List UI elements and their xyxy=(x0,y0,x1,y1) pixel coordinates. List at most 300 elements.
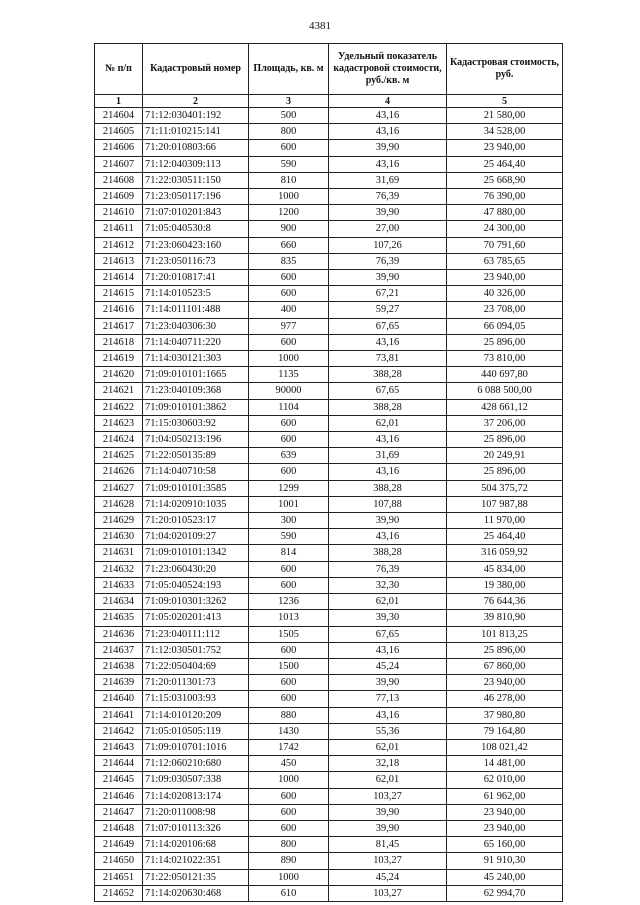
cell-area: 600 xyxy=(249,415,329,431)
cell-unit-value: 76,39 xyxy=(329,561,447,577)
cell-area: 610 xyxy=(249,885,329,901)
cell-unit-value: 76,39 xyxy=(329,253,447,269)
cell-cadastral-value: 20 249,91 xyxy=(447,448,563,464)
cell-row-number: 214612 xyxy=(95,237,143,253)
cell-cadastral-value: 34 528,00 xyxy=(447,124,563,140)
table-row xyxy=(95,642,563,658)
cell-cadastral-value: 6 088 500,00 xyxy=(447,383,563,399)
cell-row-number: 214618 xyxy=(95,334,143,350)
table-row xyxy=(95,464,563,480)
cell-cadastral-number: 71:05:040530:8 xyxy=(143,221,249,237)
cell-unit-value: 76,39 xyxy=(329,189,447,205)
cell-row-number: 214628 xyxy=(95,496,143,512)
header-unit-value: Удельный показатель кадастровой стоимости, руб./кв. м xyxy=(329,44,447,95)
cell-cadastral-number: 71:09:010101:1665 xyxy=(143,367,249,383)
cell-cadastral-value: 25 896,00 xyxy=(447,464,563,480)
cell-cadastral-number: 71:20:010523:17 xyxy=(143,513,249,529)
cell-area: 810 xyxy=(249,172,329,188)
table-row xyxy=(95,853,563,869)
cell-cadastral-value: 62 010,00 xyxy=(447,772,563,788)
cell-cadastral-value: 76 644,36 xyxy=(447,594,563,610)
cell-row-number: 214621 xyxy=(95,383,143,399)
cell-row-number: 214626 xyxy=(95,464,143,480)
cell-area: 450 xyxy=(249,756,329,772)
header-row-number: № п/п xyxy=(95,44,143,95)
cell-row-number: 214616 xyxy=(95,302,143,318)
cell-area: 1236 xyxy=(249,594,329,610)
table-row xyxy=(95,480,563,496)
cell-cadastral-value: 25 464,40 xyxy=(447,529,563,545)
cell-area: 900 xyxy=(249,221,329,237)
cell-unit-value: 39,90 xyxy=(329,140,447,156)
cell-cadastral-number: 71:14:030121:303 xyxy=(143,351,249,367)
cell-cadastral-number: 71:12:030501:752 xyxy=(143,642,249,658)
cell-row-number: 214635 xyxy=(95,610,143,626)
cell-cadastral-value: 46 278,00 xyxy=(447,691,563,707)
cell-area: 600 xyxy=(249,286,329,302)
cell-area: 1505 xyxy=(249,626,329,642)
table-row xyxy=(95,837,563,853)
header-cadastral-number: Кадастровый номер xyxy=(143,44,249,95)
cell-cadastral-value: 316 059,92 xyxy=(447,545,563,561)
cell-unit-value: 67,21 xyxy=(329,286,447,302)
cell-cadastral-value: 25 896,00 xyxy=(447,334,563,350)
cell-cadastral-number: 71:05:040524:193 xyxy=(143,577,249,593)
cell-unit-value: 388,28 xyxy=(329,399,447,415)
cell-unit-value: 73,81 xyxy=(329,351,447,367)
column-number: 3 xyxy=(249,95,329,108)
cell-cadastral-number: 71:22:050135:89 xyxy=(143,448,249,464)
cell-cadastral-value: 37 206,00 xyxy=(447,415,563,431)
table-row xyxy=(95,772,563,788)
cell-area: 835 xyxy=(249,253,329,269)
cell-unit-value: 31,69 xyxy=(329,448,447,464)
table-row xyxy=(95,594,563,610)
cell-area: 1001 xyxy=(249,496,329,512)
cell-row-number: 214650 xyxy=(95,853,143,869)
cell-cadastral-value: 39 810,90 xyxy=(447,610,563,626)
table-row xyxy=(95,156,563,172)
cell-cadastral-value: 25 896,00 xyxy=(447,642,563,658)
cell-cadastral-number: 71:14:040710:58 xyxy=(143,464,249,480)
table-row xyxy=(95,221,563,237)
cell-cadastral-number: 71:12:040309:113 xyxy=(143,156,249,172)
cell-cadastral-number: 71:14:040711:220 xyxy=(143,334,249,350)
cell-row-number: 214648 xyxy=(95,820,143,836)
cell-unit-value: 77,13 xyxy=(329,691,447,707)
cell-area: 600 xyxy=(249,577,329,593)
cell-cadastral-number: 71:23:050116:73 xyxy=(143,253,249,269)
cell-row-number: 214638 xyxy=(95,658,143,674)
cell-cadastral-number: 71:22:030511:150 xyxy=(143,172,249,188)
table-row xyxy=(95,124,563,140)
table-row xyxy=(95,529,563,545)
cell-unit-value: 62,01 xyxy=(329,594,447,610)
cell-unit-value: 43,16 xyxy=(329,432,447,448)
cell-area: 590 xyxy=(249,156,329,172)
cell-area: 400 xyxy=(249,302,329,318)
cell-row-number: 214615 xyxy=(95,286,143,302)
table-row xyxy=(95,561,563,577)
cell-cadastral-value: 504 375,72 xyxy=(447,480,563,496)
table-row xyxy=(95,189,563,205)
table-row xyxy=(95,253,563,269)
cell-cadastral-number: 71:09:010101:3585 xyxy=(143,480,249,496)
cell-unit-value: 43,16 xyxy=(329,108,447,124)
cell-area: 1000 xyxy=(249,869,329,885)
table-row xyxy=(95,334,563,350)
cell-row-number: 214627 xyxy=(95,480,143,496)
cell-cadastral-value: 79 164,80 xyxy=(447,723,563,739)
cell-area: 600 xyxy=(249,675,329,691)
cell-cadastral-number: 71:14:011101:488 xyxy=(143,302,249,318)
table-header-row xyxy=(95,44,563,95)
cell-area: 590 xyxy=(249,529,329,545)
cell-area: 600 xyxy=(249,464,329,480)
cell-unit-value: 67,65 xyxy=(329,626,447,642)
cell-row-number: 214625 xyxy=(95,448,143,464)
table-row xyxy=(95,318,563,334)
cell-row-number: 214610 xyxy=(95,205,143,221)
table-row xyxy=(95,383,563,399)
cell-row-number: 214643 xyxy=(95,739,143,755)
cell-unit-value: 39,90 xyxy=(329,270,447,286)
cell-row-number: 214645 xyxy=(95,772,143,788)
cell-cadastral-value: 428 661,12 xyxy=(447,399,563,415)
cell-unit-value: 59,27 xyxy=(329,302,447,318)
cell-cadastral-number: 71:14:021022:351 xyxy=(143,853,249,869)
table-row xyxy=(95,707,563,723)
cell-area: 1135 xyxy=(249,367,329,383)
cell-unit-value: 43,16 xyxy=(329,464,447,480)
cell-row-number: 214605 xyxy=(95,124,143,140)
cell-area: 600 xyxy=(249,788,329,804)
cell-area: 639 xyxy=(249,448,329,464)
cell-unit-value: 43,16 xyxy=(329,529,447,545)
cell-cadastral-number: 71:14:010523:5 xyxy=(143,286,249,302)
cell-cadastral-number: 71:15:030603:92 xyxy=(143,415,249,431)
table-row xyxy=(95,432,563,448)
table-row xyxy=(95,448,563,464)
column-number-row xyxy=(95,95,563,108)
cell-cadastral-number: 71:09:010101:3862 xyxy=(143,399,249,415)
cell-row-number: 214646 xyxy=(95,788,143,804)
cell-area: 660 xyxy=(249,237,329,253)
table-row xyxy=(95,302,563,318)
cell-area: 1000 xyxy=(249,351,329,367)
cell-cadastral-number: 71:14:020630:468 xyxy=(143,885,249,901)
cell-unit-value: 388,28 xyxy=(329,367,447,383)
cell-unit-value: 103,27 xyxy=(329,885,447,901)
cell-cadastral-number: 71:20:010803:66 xyxy=(143,140,249,156)
cell-cadastral-number: 71:23:060430:20 xyxy=(143,561,249,577)
cell-area: 600 xyxy=(249,561,329,577)
cell-cadastral-value: 65 160,00 xyxy=(447,837,563,853)
cell-area: 600 xyxy=(249,691,329,707)
table-row xyxy=(95,788,563,804)
cell-row-number: 214639 xyxy=(95,675,143,691)
table-row xyxy=(95,415,563,431)
page-number: 4381 xyxy=(309,20,331,32)
cell-cadastral-value: 440 697,80 xyxy=(447,367,563,383)
cell-cadastral-value: 24 300,00 xyxy=(447,221,563,237)
column-number: 2 xyxy=(143,95,249,108)
table-row xyxy=(95,658,563,674)
cell-area: 1000 xyxy=(249,772,329,788)
cell-cadastral-value: 45 240,00 xyxy=(447,869,563,885)
cell-cadastral-number: 71:23:060423:160 xyxy=(143,237,249,253)
cell-cadastral-number: 71:04:020109:27 xyxy=(143,529,249,545)
cell-row-number: 214644 xyxy=(95,756,143,772)
cell-unit-value: 55,36 xyxy=(329,723,447,739)
cell-row-number: 214624 xyxy=(95,432,143,448)
cell-area: 1013 xyxy=(249,610,329,626)
cell-cadastral-value: 23 708,00 xyxy=(447,302,563,318)
cell-cadastral-number: 71:23:040109:368 xyxy=(143,383,249,399)
table-row xyxy=(95,577,563,593)
cell-cadastral-value: 76 390,00 xyxy=(447,189,563,205)
cell-row-number: 214652 xyxy=(95,885,143,901)
cell-area: 600 xyxy=(249,820,329,836)
cell-area: 600 xyxy=(249,804,329,820)
cell-area: 1500 xyxy=(249,658,329,674)
cell-area: 600 xyxy=(249,642,329,658)
cell-cadastral-number: 71:14:010120:209 xyxy=(143,707,249,723)
table-row xyxy=(95,286,563,302)
cell-unit-value: 43,16 xyxy=(329,642,447,658)
cell-unit-value: 67,65 xyxy=(329,318,447,334)
cell-cadastral-number: 71:20:010817:41 xyxy=(143,270,249,286)
cell-row-number: 214604 xyxy=(95,108,143,124)
table-row xyxy=(95,804,563,820)
cell-cadastral-value: 91 910,30 xyxy=(447,853,563,869)
cell-row-number: 214637 xyxy=(95,642,143,658)
cell-area: 1299 xyxy=(249,480,329,496)
cell-area: 814 xyxy=(249,545,329,561)
cell-cadastral-value: 11 970,00 xyxy=(447,513,563,529)
table-row xyxy=(95,626,563,642)
cell-cadastral-number: 71:12:030401:192 xyxy=(143,108,249,124)
cell-row-number: 214608 xyxy=(95,172,143,188)
cell-cadastral-number: 71:22:050121:35 xyxy=(143,869,249,885)
cell-unit-value: 39,90 xyxy=(329,820,447,836)
cell-cadastral-value: 67 860,00 xyxy=(447,658,563,674)
cell-cadastral-value: 19 380,00 xyxy=(447,577,563,593)
cell-row-number: 214617 xyxy=(95,318,143,334)
cell-unit-value: 62,01 xyxy=(329,415,447,431)
cell-area: 300 xyxy=(249,513,329,529)
cell-unit-value: 45,24 xyxy=(329,658,447,674)
cell-row-number: 214614 xyxy=(95,270,143,286)
cell-row-number: 214622 xyxy=(95,399,143,415)
cell-cadastral-number: 71:15:031003:93 xyxy=(143,691,249,707)
table-row xyxy=(95,351,563,367)
cell-cadastral-value: 73 810,00 xyxy=(447,351,563,367)
cell-row-number: 214642 xyxy=(95,723,143,739)
cell-row-number: 214632 xyxy=(95,561,143,577)
cell-cadastral-value: 25 668,90 xyxy=(447,172,563,188)
table-row xyxy=(95,675,563,691)
cell-cadastral-number: 71:04:050213:196 xyxy=(143,432,249,448)
cell-cadastral-value: 25 464,40 xyxy=(447,156,563,172)
table-row xyxy=(95,513,563,529)
cell-cadastral-value: 62 994,70 xyxy=(447,885,563,901)
table-row xyxy=(95,367,563,383)
cell-cadastral-value: 101 813,25 xyxy=(447,626,563,642)
cell-unit-value: 107,26 xyxy=(329,237,447,253)
cell-row-number: 214607 xyxy=(95,156,143,172)
cell-row-number: 214609 xyxy=(95,189,143,205)
cell-unit-value: 107,88 xyxy=(329,496,447,512)
cell-area: 1430 xyxy=(249,723,329,739)
cell-area: 1742 xyxy=(249,739,329,755)
cell-cadastral-number: 71:07:010201:843 xyxy=(143,205,249,221)
cell-cadastral-number: 71:09:010301:3262 xyxy=(143,594,249,610)
cell-unit-value: 388,28 xyxy=(329,545,447,561)
cell-cadastral-number: 71:07:010113:326 xyxy=(143,820,249,836)
table-row xyxy=(95,885,563,901)
cell-unit-value: 43,16 xyxy=(329,334,447,350)
cell-cadastral-number: 71:11:010215:141 xyxy=(143,124,249,140)
table-row xyxy=(95,723,563,739)
cell-cadastral-value: 108 021,42 xyxy=(447,739,563,755)
cell-cadastral-value: 21 580,00 xyxy=(447,108,563,124)
cell-area: 880 xyxy=(249,707,329,723)
cell-unit-value: 81,45 xyxy=(329,837,447,853)
table-row xyxy=(95,691,563,707)
cell-unit-value: 43,16 xyxy=(329,156,447,172)
cell-unit-value: 43,16 xyxy=(329,707,447,723)
cell-cadastral-value: 45 834,00 xyxy=(447,561,563,577)
cell-cadastral-number: 71:05:020201:413 xyxy=(143,610,249,626)
table-row xyxy=(95,140,563,156)
cell-area: 1104 xyxy=(249,399,329,415)
cell-cadastral-number: 71:05:010505:119 xyxy=(143,723,249,739)
table-row xyxy=(95,610,563,626)
cell-cadastral-number: 71:20:011301:73 xyxy=(143,675,249,691)
cell-cadastral-number: 71:14:020106:68 xyxy=(143,837,249,853)
cell-cadastral-number: 71:22:050404:69 xyxy=(143,658,249,674)
cell-row-number: 214620 xyxy=(95,367,143,383)
cell-area: 600 xyxy=(249,140,329,156)
header-area: Площадь, кв. м xyxy=(249,44,329,95)
cell-cadastral-value: 25 896,00 xyxy=(447,432,563,448)
cell-cadastral-number: 71:09:010101:1342 xyxy=(143,545,249,561)
cell-area: 800 xyxy=(249,837,329,853)
table-row xyxy=(95,496,563,512)
cadastral-value-table xyxy=(94,43,563,902)
cell-unit-value: 31,69 xyxy=(329,172,447,188)
table-row xyxy=(95,820,563,836)
cell-unit-value: 43,16 xyxy=(329,124,447,140)
table-row xyxy=(95,756,563,772)
cell-area: 977 xyxy=(249,318,329,334)
cell-unit-value: 27,00 xyxy=(329,221,447,237)
cell-row-number: 214634 xyxy=(95,594,143,610)
cell-unit-value: 67,65 xyxy=(329,383,447,399)
cell-cadastral-number: 71:09:010701:1016 xyxy=(143,739,249,755)
cell-cadastral-value: 23 940,00 xyxy=(447,270,563,286)
column-number: 5 xyxy=(447,95,563,108)
table-row xyxy=(95,545,563,561)
cell-cadastral-number: 71:14:020910:1035 xyxy=(143,496,249,512)
cell-area: 600 xyxy=(249,334,329,350)
cell-unit-value: 103,27 xyxy=(329,788,447,804)
cell-area: 890 xyxy=(249,853,329,869)
cell-area: 600 xyxy=(249,432,329,448)
cell-row-number: 214651 xyxy=(95,869,143,885)
cell-row-number: 214640 xyxy=(95,691,143,707)
cell-unit-value: 62,01 xyxy=(329,772,447,788)
cell-row-number: 214606 xyxy=(95,140,143,156)
cell-cadastral-value: 47 880,00 xyxy=(447,205,563,221)
cell-unit-value: 45,24 xyxy=(329,869,447,885)
cell-area: 90000 xyxy=(249,383,329,399)
cell-area: 500 xyxy=(249,108,329,124)
table-row xyxy=(95,205,563,221)
table-row xyxy=(95,399,563,415)
table-row xyxy=(95,172,563,188)
cell-cadastral-number: 71:09:030507:338 xyxy=(143,772,249,788)
cell-unit-value: 62,01 xyxy=(329,739,447,755)
table-row xyxy=(95,237,563,253)
column-number: 4 xyxy=(329,95,447,108)
header-cadastral-value: Кадастровая стоимость, руб. xyxy=(447,44,563,95)
cell-unit-value: 388,28 xyxy=(329,480,447,496)
column-number: 1 xyxy=(95,95,143,108)
cell-area: 600 xyxy=(249,270,329,286)
cell-cadastral-value: 23 940,00 xyxy=(447,140,563,156)
cell-row-number: 214636 xyxy=(95,626,143,642)
cell-cadastral-value: 23 940,00 xyxy=(447,820,563,836)
cell-cadastral-value: 63 785,65 xyxy=(447,253,563,269)
cell-row-number: 214631 xyxy=(95,545,143,561)
cell-cadastral-number: 71:23:040111:112 xyxy=(143,626,249,642)
cell-cadastral-value: 14 481,00 xyxy=(447,756,563,772)
cell-row-number: 214629 xyxy=(95,513,143,529)
cell-cadastral-value: 61 962,00 xyxy=(447,788,563,804)
table-row xyxy=(95,108,563,124)
cell-cadastral-value: 66 094,05 xyxy=(447,318,563,334)
cell-row-number: 214647 xyxy=(95,804,143,820)
cell-cadastral-value: 70 791,60 xyxy=(447,237,563,253)
cell-cadastral-value: 107 987,88 xyxy=(447,496,563,512)
cell-cadastral-value: 23 940,00 xyxy=(447,675,563,691)
table-row xyxy=(95,739,563,755)
table-row xyxy=(95,270,563,286)
cell-row-number: 214613 xyxy=(95,253,143,269)
cell-row-number: 214649 xyxy=(95,837,143,853)
cell-row-number: 214619 xyxy=(95,351,143,367)
cell-unit-value: 39,30 xyxy=(329,610,447,626)
cell-row-number: 214611 xyxy=(95,221,143,237)
cell-unit-value: 32,30 xyxy=(329,577,447,593)
cell-area: 800 xyxy=(249,124,329,140)
cell-unit-value: 39,90 xyxy=(329,205,447,221)
cell-cadastral-number: 71:12:060210:680 xyxy=(143,756,249,772)
cell-cadastral-number: 71:14:020813:174 xyxy=(143,788,249,804)
cell-cadastral-number: 71:23:040306:30 xyxy=(143,318,249,334)
cell-area: 1000 xyxy=(249,189,329,205)
cell-row-number: 214641 xyxy=(95,707,143,723)
cell-unit-value: 39,90 xyxy=(329,804,447,820)
cell-row-number: 214623 xyxy=(95,415,143,431)
cell-cadastral-number: 71:23:050117:196 xyxy=(143,189,249,205)
cell-unit-value: 39,90 xyxy=(329,675,447,691)
cell-cadastral-value: 37 980,80 xyxy=(447,707,563,723)
cell-unit-value: 32,18 xyxy=(329,756,447,772)
table-row xyxy=(95,869,563,885)
